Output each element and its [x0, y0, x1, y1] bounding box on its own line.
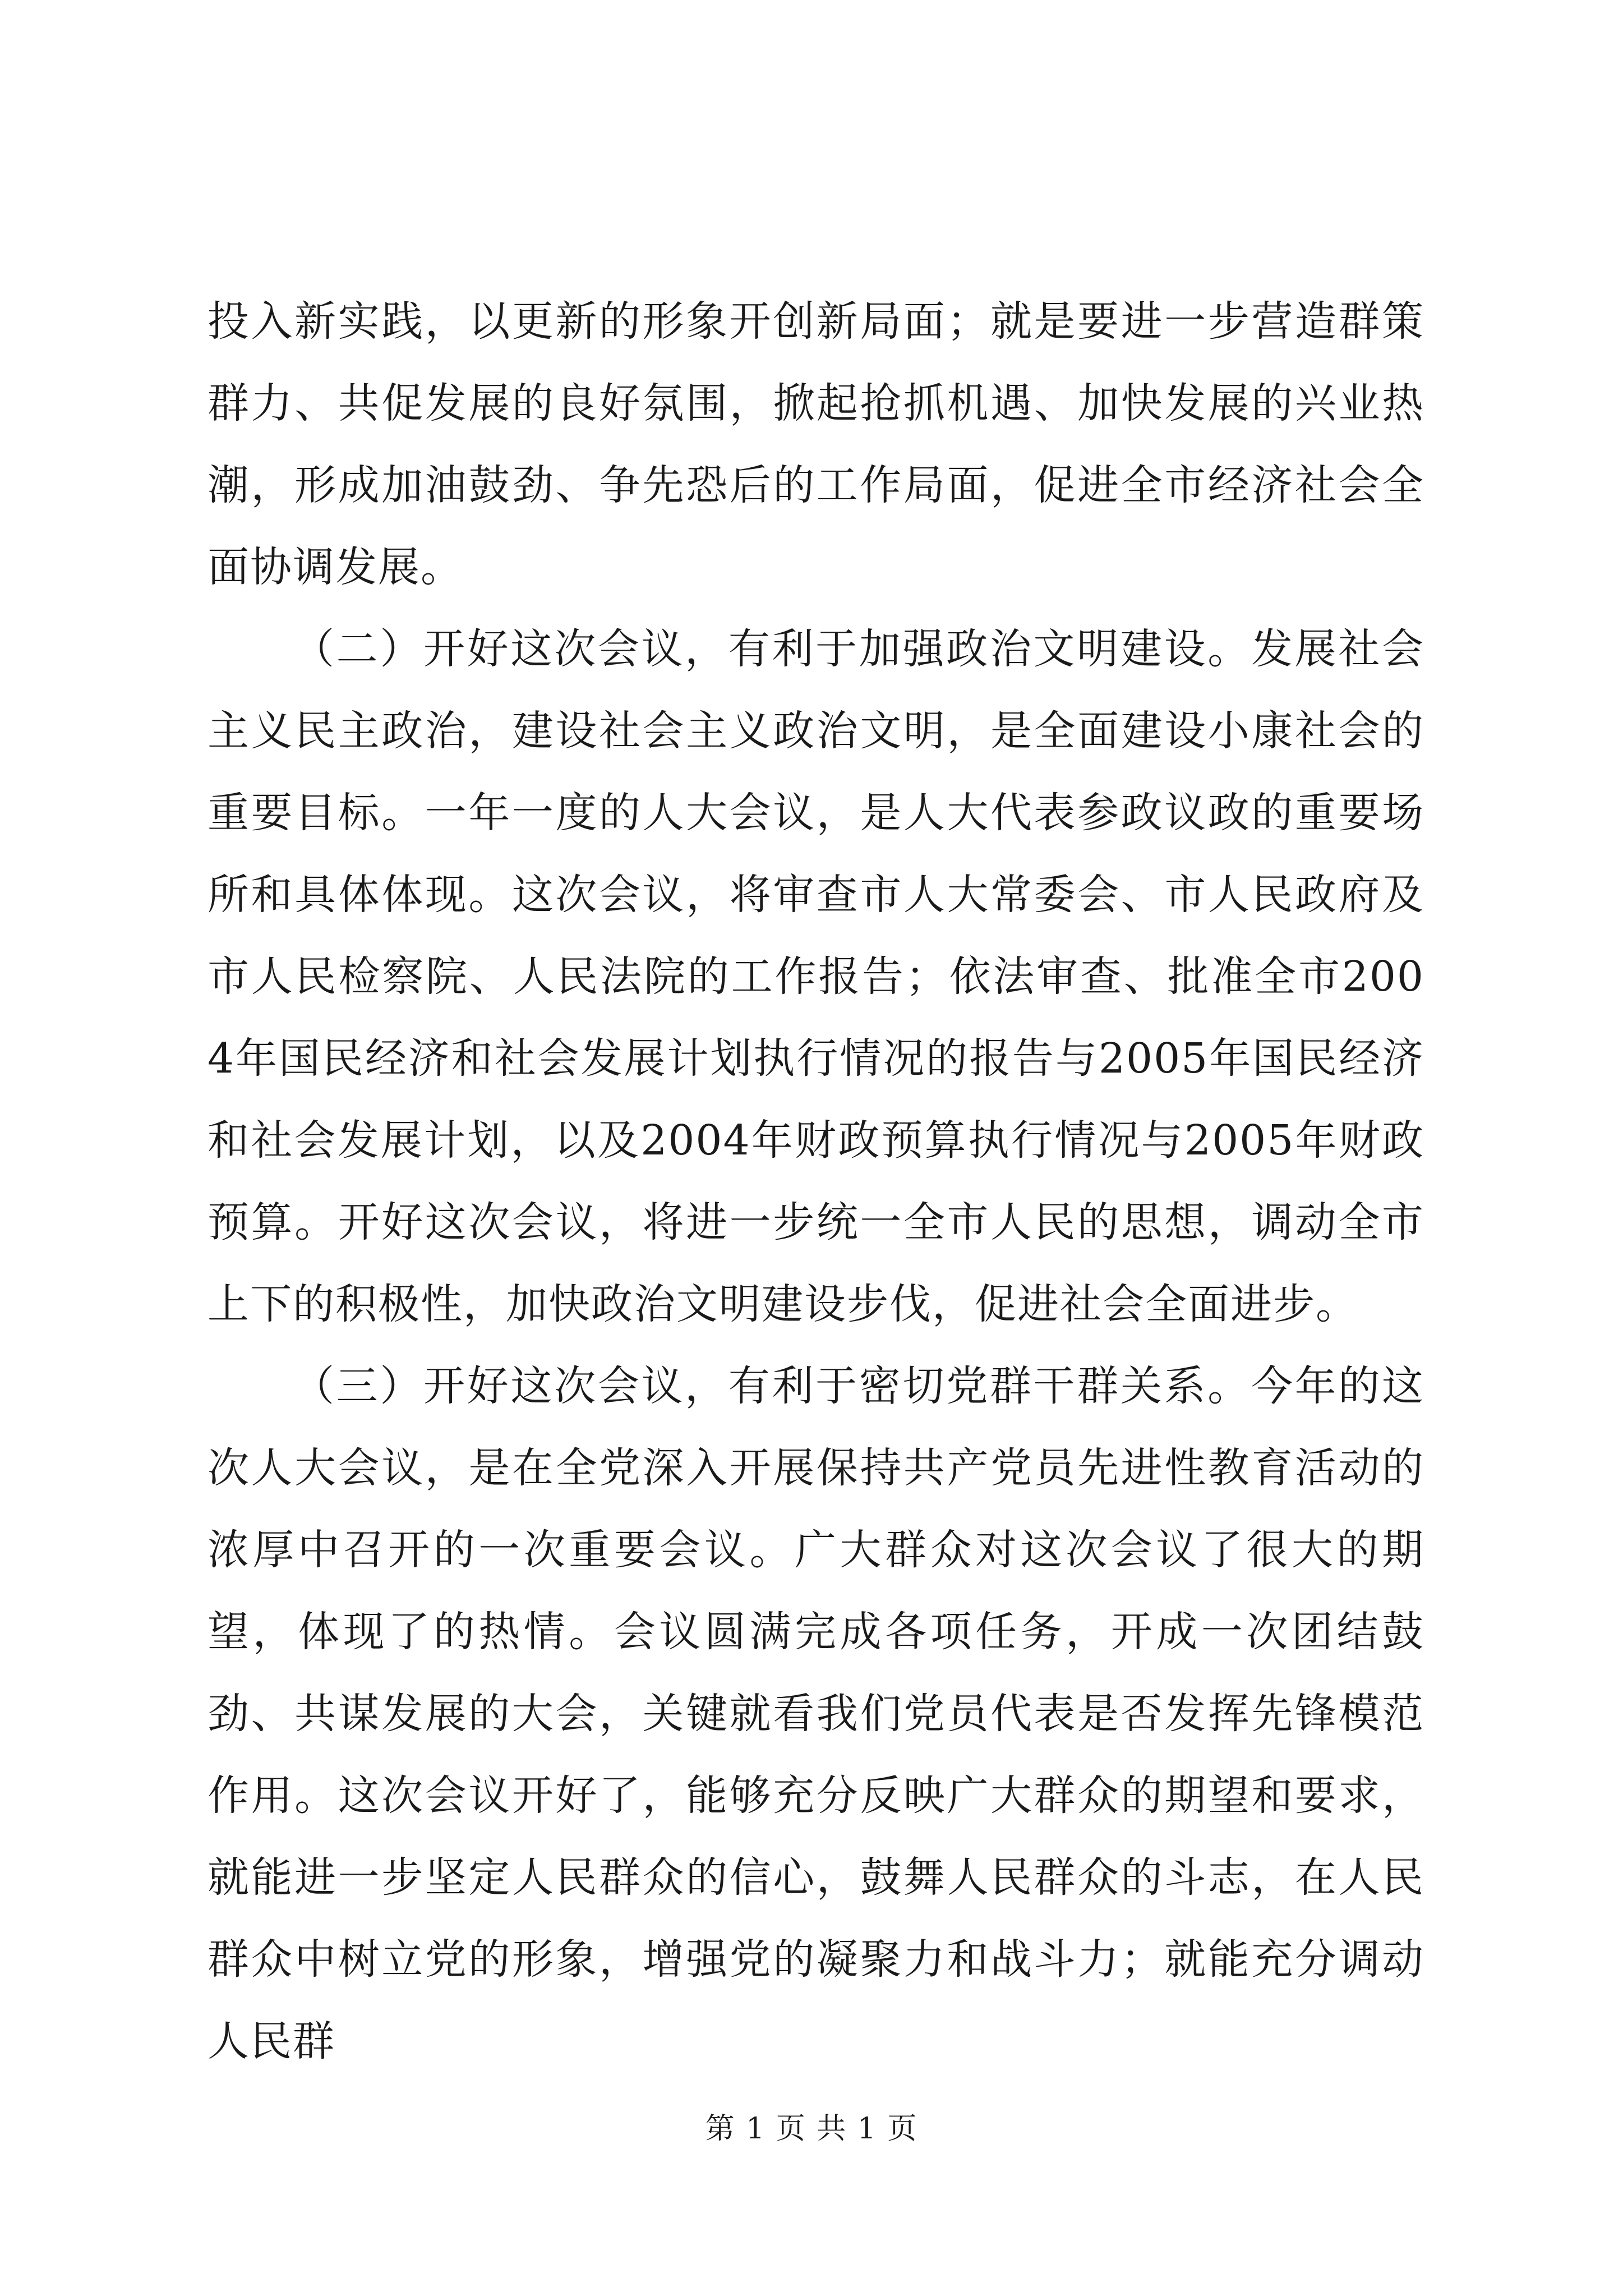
paragraph-political-civilization: （二）开好这次会议，有利于加强政治文明建设。发展社会主义民主政治，建设社会主义政治文明，是全面建设小康社会的重要目标。一年一度的人大会议，是人大代表参政议政的重要场所和具体体现。这次会议，将审查市人大常委会、市人民政府及市人民检察院、人民法院的工作报告；依法审查、批准全市2004年国民经济和社会发展计划执行情况的报告与2005年国民经济和社会发展计划，以及2004年财政预算执行情况与2005年财政预算。开好这次会议，将进一步统一全市人民的思想，调动全市上下的积极性，加快政治文明建设步伐，促进社会全面进步。	[208, 625, 1424, 1328]
body-text	[208, 280, 1424, 2082]
paragraph-party-mass-relations: （三）开好这次会议，有利于密切党群干群关系。今年的这次人大会议，是在全党深入开展保持共产党员先进性教育活动的浓厚中召开的一次重要会议。广大群众对这次会议了很大的期望，体现了的热情。会议圆满完成各项任务，开成一次团结鼓劲、共谋发展的大会，关键就看我们党员代表是否发挥先锋模范作用。这次会议开好了，能够充分反映广大群众的期望和要求，就能进一步坚定人民群众的信心，鼓舞人民群众的斗志，在人民群众中树立党的形象，增强党的凝聚力和战斗力；就能充分调动人民群	[208, 1362, 1424, 2065]
paragraph-continuation: 投入新实践，以更新的形象开创新局面；就是要进一步营造群策群力、共促发展的良好氛围，掀起抢抓机遇、加快发展的兴业热潮，形成加油鼓劲、争先恐后的工作局面，促进全市经济社会全面协调发展。	[208, 297, 1424, 591]
page-footer: 第 1 页 共 1 页	[705, 2112, 918, 2146]
